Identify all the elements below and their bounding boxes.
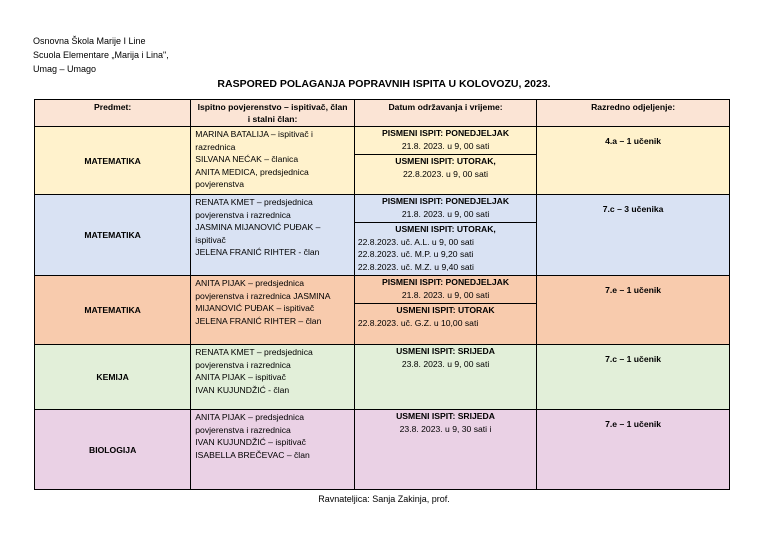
- subject-cell: BIOLOGIJA: [35, 410, 191, 490]
- committee-member: ANITA MEDICA, predsjednica povjerenstva: [195, 166, 309, 190]
- table-row: [35, 410, 730, 490]
- subject-cell: MATEMATIKA: [35, 195, 191, 276]
- exam-heading: USMENI ISPIT: UTORAK,: [395, 156, 496, 166]
- school-header: [33, 34, 169, 76]
- committee-member: JELENA FRANIĆ RIHTER – član: [195, 315, 322, 326]
- written-exam-block: [355, 127, 536, 154]
- class-cell: 4.a – 1 učenik: [537, 127, 730, 195]
- exam-date-cell: [354, 127, 536, 195]
- exam-time: 23.8. 2023. u 9, 00 sati: [401, 358, 490, 369]
- table-row: [35, 276, 730, 345]
- header-komisija: Ispitno povjerenstvo – ispitivač, član i stalni član:: [191, 100, 355, 127]
- oral-exam-block: [355, 222, 536, 273]
- exam-date-cell: [354, 276, 536, 345]
- exam-time: 21.8. 2023. u 9, 00 sati: [401, 289, 490, 300]
- exam-time: 22.8.2023. uč. M.P. u 9,20 sati: [357, 249, 474, 259]
- exam-heading: PISMENI ISPIT: PONEDJELJAK: [382, 277, 510, 287]
- committee-member: ISABELLA BREČEVAC – član: [195, 449, 310, 460]
- exam-heading: USMENI ISPIT: UTORAK: [396, 305, 495, 315]
- school-name-italian: Scuola Elementare „Marija i Lina",: [33, 50, 169, 60]
- exam-time: 21.8. 2023. u 9, 00 sati: [401, 208, 490, 219]
- subject-cell: MATEMATIKA: [35, 276, 191, 345]
- committee-member: IVAN KUJUNDŽIĆ – ispitivač: [195, 437, 306, 448]
- exam-date-cell: [354, 195, 536, 276]
- class-cell: 7.c – 3 učenika: [537, 195, 730, 276]
- exam-heading: PISMENI ISPIT: PONEDJELJAK: [382, 128, 510, 138]
- header-predmet: Predmet:: [35, 100, 191, 127]
- oral-exam-block: [355, 410, 536, 435]
- committee-cell: [191, 345, 355, 410]
- principal-signature-line: Ravnateljica: Sanja Zakinja, prof.: [318, 494, 450, 504]
- header-razred: Razredno odjeljenje:: [537, 100, 730, 127]
- exam-schedule-table: [34, 99, 730, 490]
- committee-cell: [191, 127, 355, 195]
- exam-time: 23.8. 2023. u 9, 30 sati i: [399, 423, 492, 434]
- school-location: Umag – Umago: [33, 64, 97, 74]
- committee-member: SILVANA NEĆAK – članica: [195, 154, 299, 165]
- class-cell: 7.e – 1 učenik: [537, 276, 730, 345]
- committee-member: RENATA KMET – predsjednica povjerenstva i razrednica: [195, 197, 313, 220]
- school-name-croatian: Osnovna Škola Marije I Line: [33, 36, 146, 46]
- subject-cell: MATEMATIKA: [35, 127, 191, 195]
- committee-member: IVAN KUJUNDŽIĆ - član: [195, 384, 290, 395]
- committee-cell: [191, 195, 355, 276]
- class-cell: 7.c – 1 učenik: [537, 345, 730, 410]
- committee-member: ANITA PIJAK – ispitivač: [195, 372, 286, 383]
- committee-cell: [191, 410, 355, 490]
- committee-member: RENATA KMET – predsjednica povjerenstva i razrednica: [195, 347, 313, 370]
- table-row: [35, 195, 730, 276]
- written-exam-block: [355, 276, 536, 303]
- oral-exam-block: [355, 154, 536, 180]
- committee-cell: [191, 276, 355, 345]
- oral-exam-block: [355, 345, 536, 370]
- exam-time: 22.8.2023. uč. M.Z. u 9,40 sati: [357, 261, 474, 272]
- committee-member: MARINA BATALIJA – ispitivač i razrednica: [195, 129, 313, 152]
- exam-date-cell: [354, 410, 536, 490]
- committee-member: JASMINA MIJANOVIĆ PUĐAK – ispitivač: [195, 222, 321, 245]
- exam-heading: USMENI ISPIT: SRIJEDA: [396, 411, 495, 421]
- exam-time: 22.8.2023. uč. A.L. u 9, 00 sati: [357, 236, 474, 247]
- exam-time: 22.8.2023. u 9, 00 sati: [403, 168, 489, 179]
- committee-member: JELENA FRANIĆ RIHTER - član: [195, 247, 320, 258]
- committee-member: ANITA PIJAK – predsjednica povjerenstva i razrednica JASMINA MIJANOVIĆ PUĐAK – ispitivač: [195, 278, 330, 314]
- exam-heading: PISMENI ISPIT: PONEDJELJAK: [382, 196, 510, 206]
- subject-cell: KEMIJA: [35, 345, 191, 410]
- exam-time: 22.8.2023. uč. G.Z. u 10,00 sati: [357, 317, 479, 328]
- header-datum: Datum održavanja i vrijeme:: [354, 100, 536, 127]
- exam-time: 21.8. 2023. u 9, 00 sati: [401, 140, 490, 151]
- table-row: [35, 345, 730, 410]
- exam-heading: USMENI ISPIT: SRIJEDA: [396, 346, 495, 356]
- oral-exam-block: [355, 303, 536, 329]
- committee-member: ANITA PIJAK – predsjednica povjerenstva i razrednica: [195, 412, 305, 435]
- class-cell: 7.e – 1 učenik: [537, 410, 730, 490]
- table-row: [35, 127, 730, 195]
- table-header-row: [35, 100, 730, 127]
- exam-date-cell: [354, 345, 536, 410]
- written-exam-block: [355, 195, 536, 222]
- exam-heading: USMENI ISPIT: UTORAK,: [395, 224, 496, 234]
- document-title: RASPORED POLAGANJA POPRAVNIH ISPITA U KOLOVOZU, 2023.: [217, 78, 551, 90]
